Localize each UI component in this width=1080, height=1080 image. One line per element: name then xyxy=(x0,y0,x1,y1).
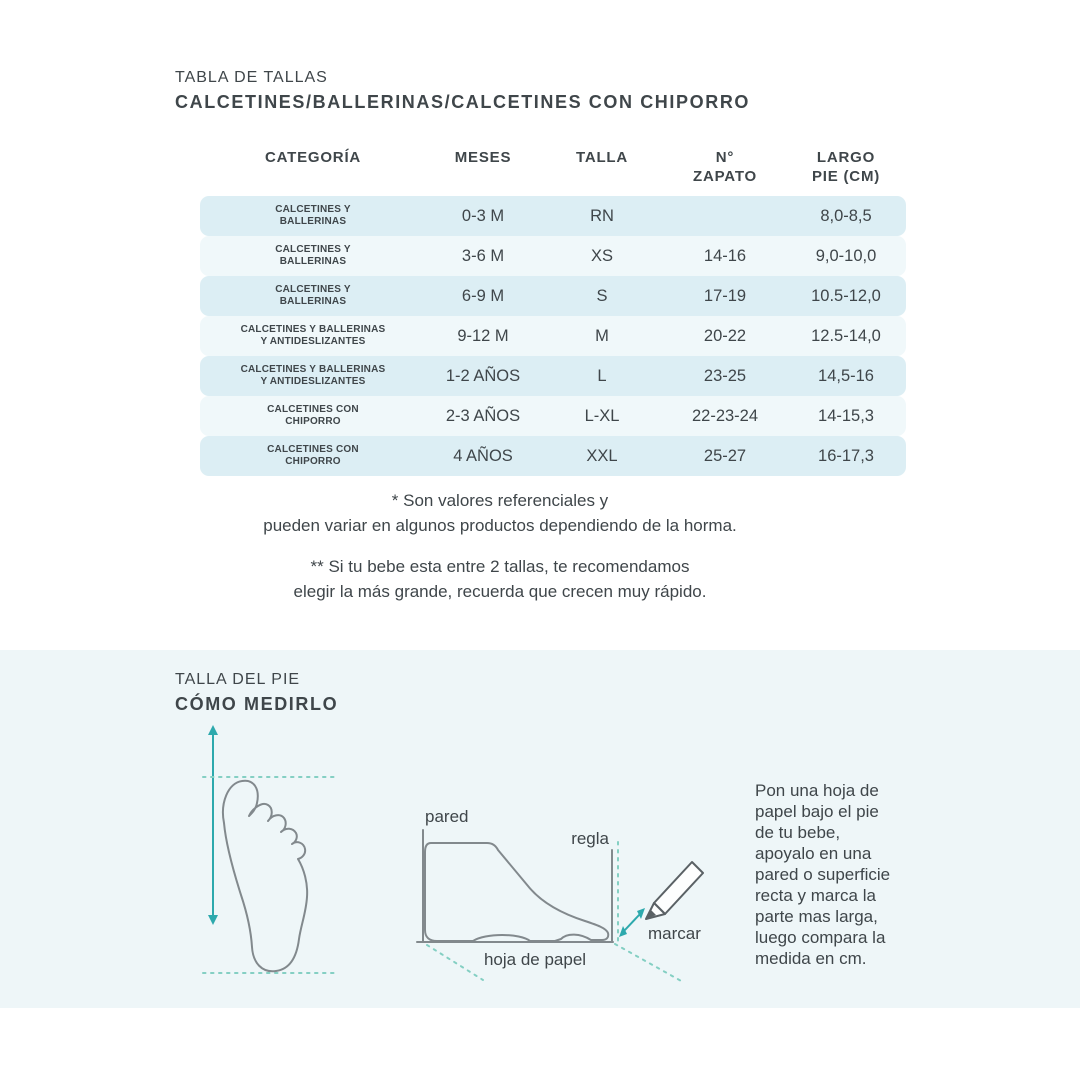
column-header-largo-pie: LARGO PIE (CM) xyxy=(811,149,881,185)
column-header-numero-zapato: N° ZAPATO xyxy=(693,149,757,185)
table-row xyxy=(200,236,906,276)
paper-right-dashed-line xyxy=(615,944,683,982)
cell-categoria: CALCETINES Y BALLERINAS xyxy=(275,283,351,307)
foot-sole-outline xyxy=(223,781,307,972)
arrow-up-icon xyxy=(208,725,218,735)
column-header-talla: TALLA xyxy=(575,149,629,166)
table-footnotes xyxy=(210,488,790,620)
size-table-header-row xyxy=(200,140,906,196)
table-row xyxy=(200,436,906,476)
instruction-line: luego compara la xyxy=(755,928,886,947)
mark-label: marcar xyxy=(648,924,701,943)
instruction-line: pared o superficie xyxy=(755,865,891,884)
cell-talla: L xyxy=(597,366,607,385)
instruction-line: apoyalo en una xyxy=(755,844,872,863)
arrow-down-icon xyxy=(208,915,218,925)
paper-label: hoja de papel xyxy=(483,950,587,969)
page-header xyxy=(175,68,750,113)
cell-largo: 14-15,3 xyxy=(818,406,874,425)
table-row xyxy=(200,316,906,356)
cell-largo: 9,0-10,0 xyxy=(815,246,877,265)
measure-instructions xyxy=(755,780,955,969)
cell-talla: XXL xyxy=(586,446,618,465)
pencil-icon xyxy=(646,862,703,919)
cell-largo: 12.5-14,0 xyxy=(811,326,881,345)
instruction-line: papel bajo el pie xyxy=(755,802,879,821)
column-header-meses: MESES xyxy=(454,149,512,166)
cell-zapato: 22-23-24 xyxy=(691,406,759,425)
cell-talla: M xyxy=(595,326,609,345)
size-table xyxy=(200,140,906,476)
footprint-diagram xyxy=(195,718,345,998)
instruction-line: parte mas larga, xyxy=(755,907,878,926)
cell-zapato: 14-16 xyxy=(703,246,747,265)
instruction-line: de tu bebe, xyxy=(755,823,841,842)
cell-categoria: CALCETINES CON CHIPORRO xyxy=(267,443,359,467)
ruler-label: regla xyxy=(571,829,609,848)
cell-talla: XS xyxy=(590,246,613,265)
cell-zapato: 25-27 xyxy=(703,446,747,465)
cell-zapato: 23-25 xyxy=(703,366,747,385)
cell-meses: 0-3 M xyxy=(461,206,505,225)
cell-largo: 16-17,3 xyxy=(818,446,874,465)
cell-categoria: CALCETINES Y BALLERINAS xyxy=(275,243,351,267)
cell-talla: L-XL xyxy=(584,406,620,425)
cell-meses: 9-12 M xyxy=(457,326,509,345)
paper-left-dashed-line xyxy=(427,945,483,980)
cell-zapato: 17-19 xyxy=(703,286,747,305)
footnote-between-sizes: ** Si tu bebe esta entre 2 tallas, te recomendamos elegir la más grande, recuerda que crecen muy rápido. xyxy=(293,557,707,601)
cell-meses: 4 AÑOS xyxy=(453,446,513,465)
cell-categoria: CALCETINES Y BALLERINAS xyxy=(275,203,351,227)
cell-meses: 3-6 M xyxy=(461,246,505,265)
cell-zapato: 20-22 xyxy=(703,326,747,345)
foot-side-outline xyxy=(425,843,608,941)
mark-arrow xyxy=(619,908,645,937)
table-row xyxy=(200,276,906,316)
measure-title: TALLA DEL PIE xyxy=(175,671,301,688)
cell-meses: 6-9 M xyxy=(461,286,505,305)
instruction-line: recta y marca la xyxy=(755,886,876,905)
cell-talla: S xyxy=(596,286,608,305)
cell-meses: 2-3 AÑOS xyxy=(445,406,521,425)
cell-categoria: CALCETINES Y BALLERINAS Y ANTIDESLIZANTES xyxy=(240,363,386,387)
cell-largo: 10.5-12,0 xyxy=(811,286,881,305)
table-row xyxy=(200,396,906,436)
cell-largo: 14,5-16 xyxy=(818,366,874,385)
table-row xyxy=(200,356,906,396)
measure-subtitle: CÓMO MEDIRLO xyxy=(175,694,339,714)
wall-label: pared xyxy=(425,807,469,826)
page-title: TABLA DE TALLAS xyxy=(175,69,328,86)
cell-categoria: CALCETINES CON CHIPORRO xyxy=(267,403,359,427)
cell-talla: RN xyxy=(590,206,614,225)
instruction-line: Pon una hoja de xyxy=(755,781,879,800)
cell-zapato xyxy=(664,196,786,236)
page-subtitle: CALCETINES/BALLERINAS/CALCETINES CON CHIPORRO xyxy=(175,92,751,112)
cell-meses: 1-2 AÑOS xyxy=(445,366,521,385)
foot-measure-diagram xyxy=(395,800,725,990)
measure-section-header xyxy=(175,670,338,715)
column-header-categoria: CATEGORÍA xyxy=(264,149,362,166)
footnote-reference-values: * Son valores referenciales y pueden variar en algunos productos dependiendo de la horma. xyxy=(263,491,737,535)
instruction-line: medida en cm. xyxy=(755,949,867,968)
cell-largo: 8,0-8,5 xyxy=(820,206,872,225)
table-row xyxy=(200,196,906,236)
cell-categoria: CALCETINES Y BALLERINAS Y ANTIDESLIZANTES xyxy=(240,323,386,347)
